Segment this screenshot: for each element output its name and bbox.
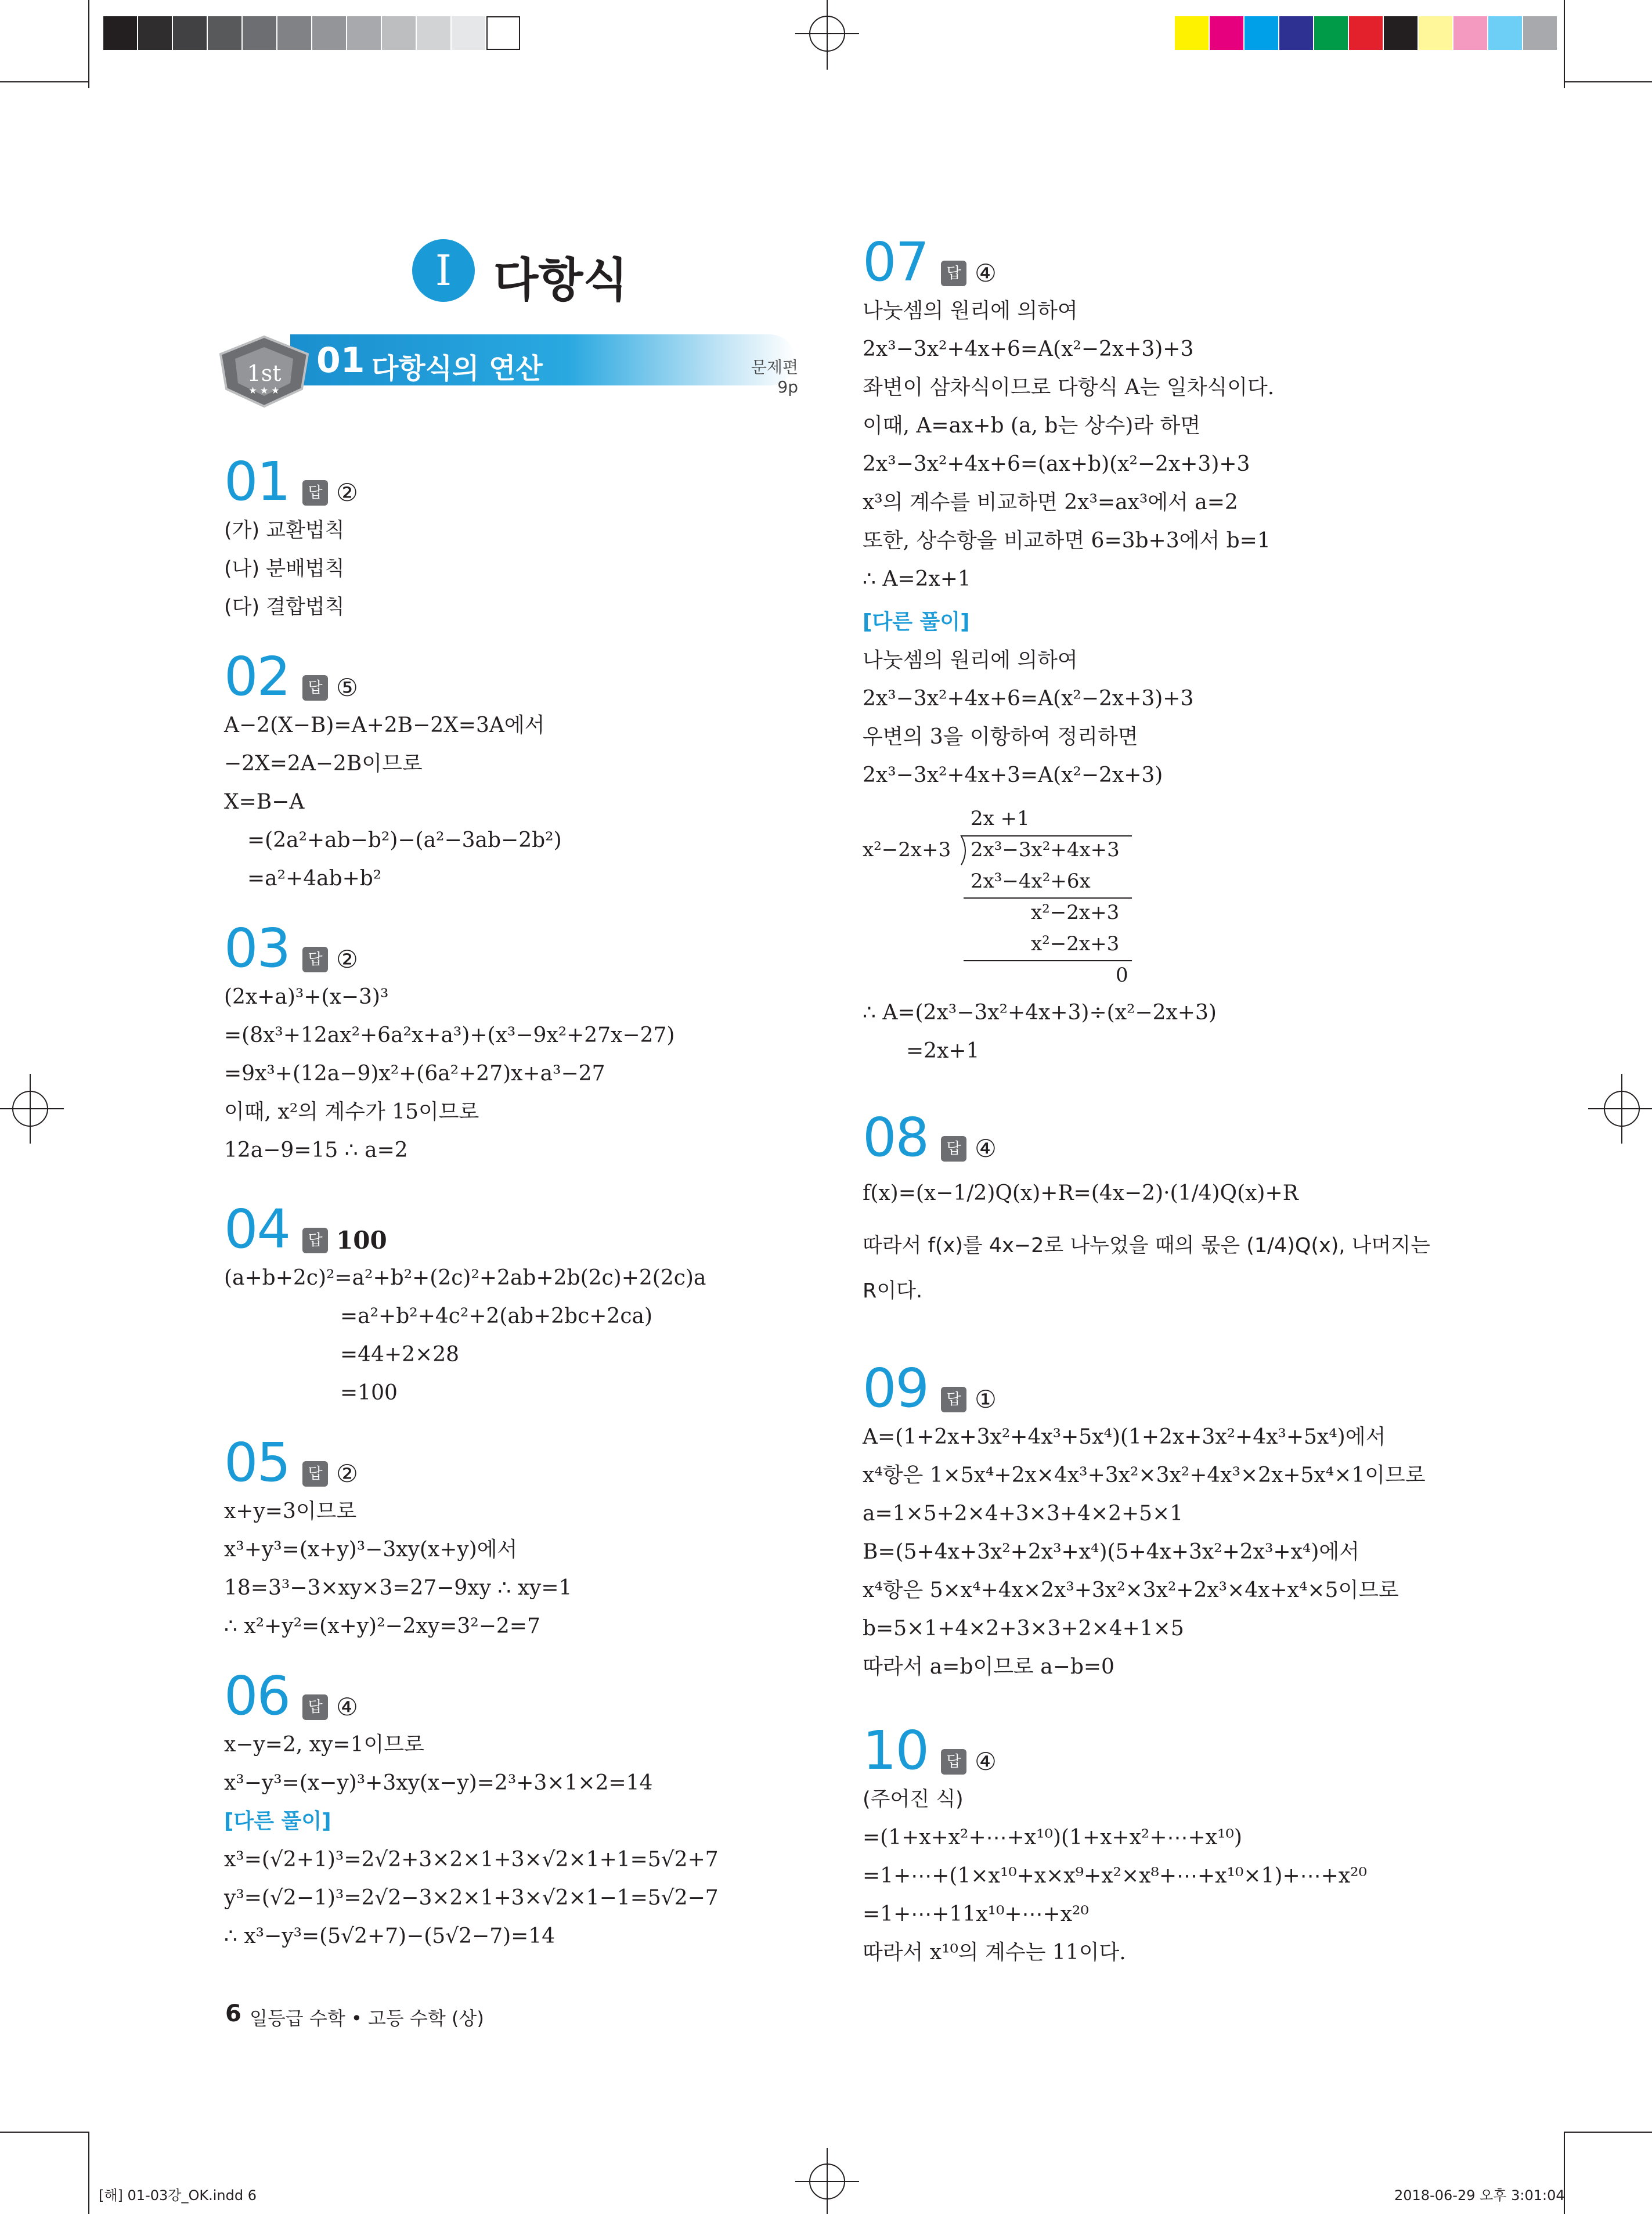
solution-line: y³=(√2−1)³=2√2−3×2×1+3×√2×1−1=5√2−7 <box>224 1886 719 1910</box>
solution-line: 나눗셈의 원리에 의하여 <box>863 648 1078 672</box>
problem-05 <box>224 1431 572 1646</box>
solution-line: A=(1+2x+3x²+4x³+5x⁴)(1+2x+3x²+4x³+5x⁴)에서 <box>863 1425 1386 1449</box>
solution-line: =1+⋯+(1×x¹⁰+x×x⁹+x²×x⁸+⋯+x¹⁰×1)+⋯+x²⁰ <box>863 1864 1367 1888</box>
solution-line: 2x³−3x²+4x+6=(ax+b)(x²−2x+3)+3 <box>863 452 1250 476</box>
solution-line: f(x)=(x−1/2)Q(x)+R=(4x−2)·(1/4)Q(x)+R <box>863 1181 1298 1205</box>
svg-text:★ ★ ★: ★ ★ ★ <box>248 385 280 396</box>
solution-line: −2X=2A−2B이므로 <box>224 752 423 776</box>
problem-number: 02 <box>224 646 290 708</box>
solution-line: 이때, x²의 계수가 15이므로 <box>224 1100 479 1124</box>
badge-label: 1st <box>247 360 282 386</box>
solution-line: ∴ A=2x+1 <box>863 567 971 591</box>
division-step: x²−2x+3 <box>1031 932 1120 955</box>
answer-value: ④ <box>975 1134 997 1163</box>
solution-line: 우변의 3을 이항하여 정리하면 <box>863 725 1138 749</box>
solution-line: 따라서 a=b이므로 a−b=0 <box>863 1655 1114 1679</box>
answer-value: ② <box>336 945 358 973</box>
solution-line: 또한, 상수항을 비교하면 6=3b+3에서 b=1 <box>863 529 1271 553</box>
section-banner <box>290 334 795 385</box>
solution-line: =a²+b²+4c²+2(ab+2bc+2ca) <box>340 1304 652 1328</box>
solution-line: ∴ A=(2x³−3x²+4x+3)÷(x²−2x+3) <box>863 1001 1217 1025</box>
answer-label: 답 <box>941 1136 966 1162</box>
page-number: 6 <box>225 2000 241 2027</box>
solution-line: 이때, A=ax+b (a, b는 상수)라 하면 <box>863 414 1201 438</box>
solution-line: 나눗셈의 원리에 의하여 <box>863 299 1078 323</box>
problem-06 <box>224 1667 719 1956</box>
alt-solution-label: [다른 풀이] <box>863 610 970 634</box>
answer-label: 답 <box>302 1228 328 1253</box>
solution-line: 2x³−3x²+4x+6=A(x²−2x+3)+3 <box>863 687 1194 711</box>
problem-02 <box>224 648 562 898</box>
answer-label: 답 <box>941 261 966 286</box>
solution-line: ∴ x²+y²=(x+y)²−2xy=3²−2=7 <box>224 1614 540 1638</box>
answer-value: 100 <box>336 1226 387 1254</box>
section-number: 01 <box>316 340 365 381</box>
problem-number: 05 <box>224 1431 290 1494</box>
problem-number: 03 <box>224 917 290 979</box>
chapter-title: 다항식 <box>493 253 628 307</box>
problem-07-conclusion <box>863 994 1217 1070</box>
solution-line: x³+y³=(x+y)³−3xy(x+y)에서 <box>224 1538 518 1562</box>
solution-line: 18=3³−3×xy×3=27−9xy ∴ xy=1 <box>224 1576 572 1600</box>
book-title: 일등급 수학 • 고등 수학 (상) <box>250 2007 484 2029</box>
registration-mark-right <box>1588 1074 1652 1144</box>
solution-line: a=1×5+2×4+3×3+4×2+5×1 <box>863 1502 1184 1526</box>
slug-timestamp: 2018-06-29 오후 3:01:04 <box>1394 2187 1565 2204</box>
problem-number: 08 <box>863 1106 929 1169</box>
solution-line: (2x+a)³+(x−3)³ <box>224 985 389 1009</box>
solution-line: R이다. <box>863 1279 923 1303</box>
registration-mark-top <box>795 0 859 70</box>
solution-line: b=5×1+4×2+3×3+2×4+1×5 <box>863 1617 1184 1640</box>
solution-line: (가) 교환법칙 <box>224 519 345 542</box>
answer-label: 답 <box>941 1749 966 1775</box>
solution-line: ∴ x³−y³=(5√2+7)−(5√2−7)=14 <box>224 1924 556 1948</box>
solution-line: x+y=3이므로 <box>224 1499 357 1523</box>
solution-line: x³의 계수를 비교하면 2x³=ax³에서 a=2 <box>863 491 1238 514</box>
problem-page-ref: 문제편 9p <box>751 358 798 396</box>
problem-07 <box>863 233 1274 795</box>
solution-line: 따라서 f(x)를 4x−2로 나누었을 때의 몫은 (1/4)Q(x), 나머지는 <box>863 1234 1430 1257</box>
problem-01 <box>224 450 358 626</box>
chapter-numeral: I <box>412 239 475 302</box>
solution-line: =9x³+(12a−9)x²+(6a²+27)x+a³−27 <box>224 1062 605 1086</box>
solution-line: x⁴항은 5×x⁴+4x×2x³+3x²×3x²+2x³×4x+x⁴×5이므로 <box>863 1578 1399 1602</box>
answer-value: ⑤ <box>336 673 358 702</box>
solution-line: =(8x³+12ax²+6a²x+a³)+(x³−9x²+27x−27) <box>224 1023 675 1047</box>
solution-line: =(1+x+x²+⋯+x¹⁰)(1+x+x²+⋯+x¹⁰) <box>863 1826 1242 1849</box>
registration-mark-bottom <box>795 2148 859 2214</box>
solution-line: B=(5+4x+3x²+2x³+x⁴)(5+4x+3x²+2x³+x⁴)에서 <box>863 1540 1359 1564</box>
problem-04 <box>224 1200 706 1412</box>
solution-line: 2x³−3x²+4x+6=A(x²−2x+3)+3 <box>863 337 1194 361</box>
solution-line: (a+b+2c)²=a²+b²+(2c)²+2ab+2b(2c)+2(2c)a <box>224 1266 706 1290</box>
solution-line: x³=(√2+1)³=2√2+3×2×1+3×√2×1+1=5√2+7 <box>224 1848 719 1872</box>
answer-value: ② <box>336 478 358 507</box>
solution-line: =a²+4ab+b² <box>247 867 382 890</box>
problem-09 <box>863 1357 1426 1686</box>
division-remainder: 0 <box>1116 964 1128 987</box>
solution-line: =1+⋯+11x¹⁰+⋯+x²⁰ <box>863 1902 1089 1926</box>
problem-10 <box>863 1719 1367 1972</box>
solution-line: x−y=2, xy=1이므로 <box>224 1733 424 1757</box>
solution-line: x⁴항은 1×5x⁴+2x×4x³+3x²×3x²+4x³×2x+5x⁴×1이므로 <box>863 1463 1426 1487</box>
solution-line: (나) 분배법칙 <box>224 557 345 580</box>
division-dividend: 2x³−3x²+4x+3 <box>971 838 1120 861</box>
solution-line: (주어진 식) <box>863 1788 964 1811</box>
answer-value: ④ <box>975 1747 997 1776</box>
registration-mark-left <box>0 1074 64 1144</box>
answer-value: ② <box>336 1459 358 1488</box>
solution-line: 2x³−3x²+4x+3=A(x²−2x+3) <box>863 763 1163 787</box>
solution-line: (다) 결합법칙 <box>224 596 345 619</box>
problem-number: 09 <box>863 1357 929 1419</box>
shield-badge-icon <box>209 325 319 412</box>
solution-line: =(2a²+ab−b²)−(a²−3ab−2b²) <box>247 828 562 852</box>
alt-solution-label: [다른 풀이] <box>224 1809 331 1833</box>
slug-file: [해] 01-03강_OK.indd 6 <box>99 2187 257 2204</box>
solution-line: 좌변이 삼차식이므로 다항식 A는 일차식이다. <box>863 376 1275 399</box>
solution-line: =100 <box>340 1381 398 1405</box>
division-divisor: x²−2x+3 <box>863 838 951 861</box>
solution-line: X=B−A <box>224 790 305 814</box>
problem-number: 01 <box>224 450 290 513</box>
answer-label: 답 <box>302 947 328 972</box>
division-quotient: 2x +1 <box>971 807 1030 830</box>
solution-line: 따라서 x¹⁰의 계수는 11이다. <box>863 1941 1126 1964</box>
solution-line: A−2(X−B)=A+2B−2X=3A에서 <box>224 713 545 737</box>
solution-line: =44+2×28 <box>340 1343 460 1366</box>
problem-number: 04 <box>224 1198 290 1260</box>
problem-number: 10 <box>863 1719 929 1782</box>
answer-label: 답 <box>941 1387 966 1412</box>
answer-label: 답 <box>302 1694 328 1720</box>
solution-line: x³−y³=(x−y)³+3xy(x−y)=2³+3×1×2=14 <box>224 1771 653 1795</box>
division-step: 2x³−4x²+6x <box>971 870 1091 893</box>
answer-label: 답 <box>302 480 328 506</box>
answer-label: 답 <box>302 675 328 701</box>
problem-number: 06 <box>224 1665 290 1727</box>
solution-line: =2x+1 <box>906 1039 980 1063</box>
problem-03 <box>224 917 675 1170</box>
problem-08 <box>863 1106 1430 1310</box>
answer-value: ① <box>975 1385 997 1414</box>
answer-value: ④ <box>975 259 997 287</box>
section-title: 다항식의 연산 <box>371 352 543 385</box>
problem-number: 07 <box>863 231 929 293</box>
solution-line: 12a−9=15 ∴ a=2 <box>224 1138 408 1162</box>
answer-label: 답 <box>302 1461 328 1487</box>
answer-value: ④ <box>336 1693 358 1721</box>
division-step: x²−2x+3 <box>1031 901 1120 924</box>
